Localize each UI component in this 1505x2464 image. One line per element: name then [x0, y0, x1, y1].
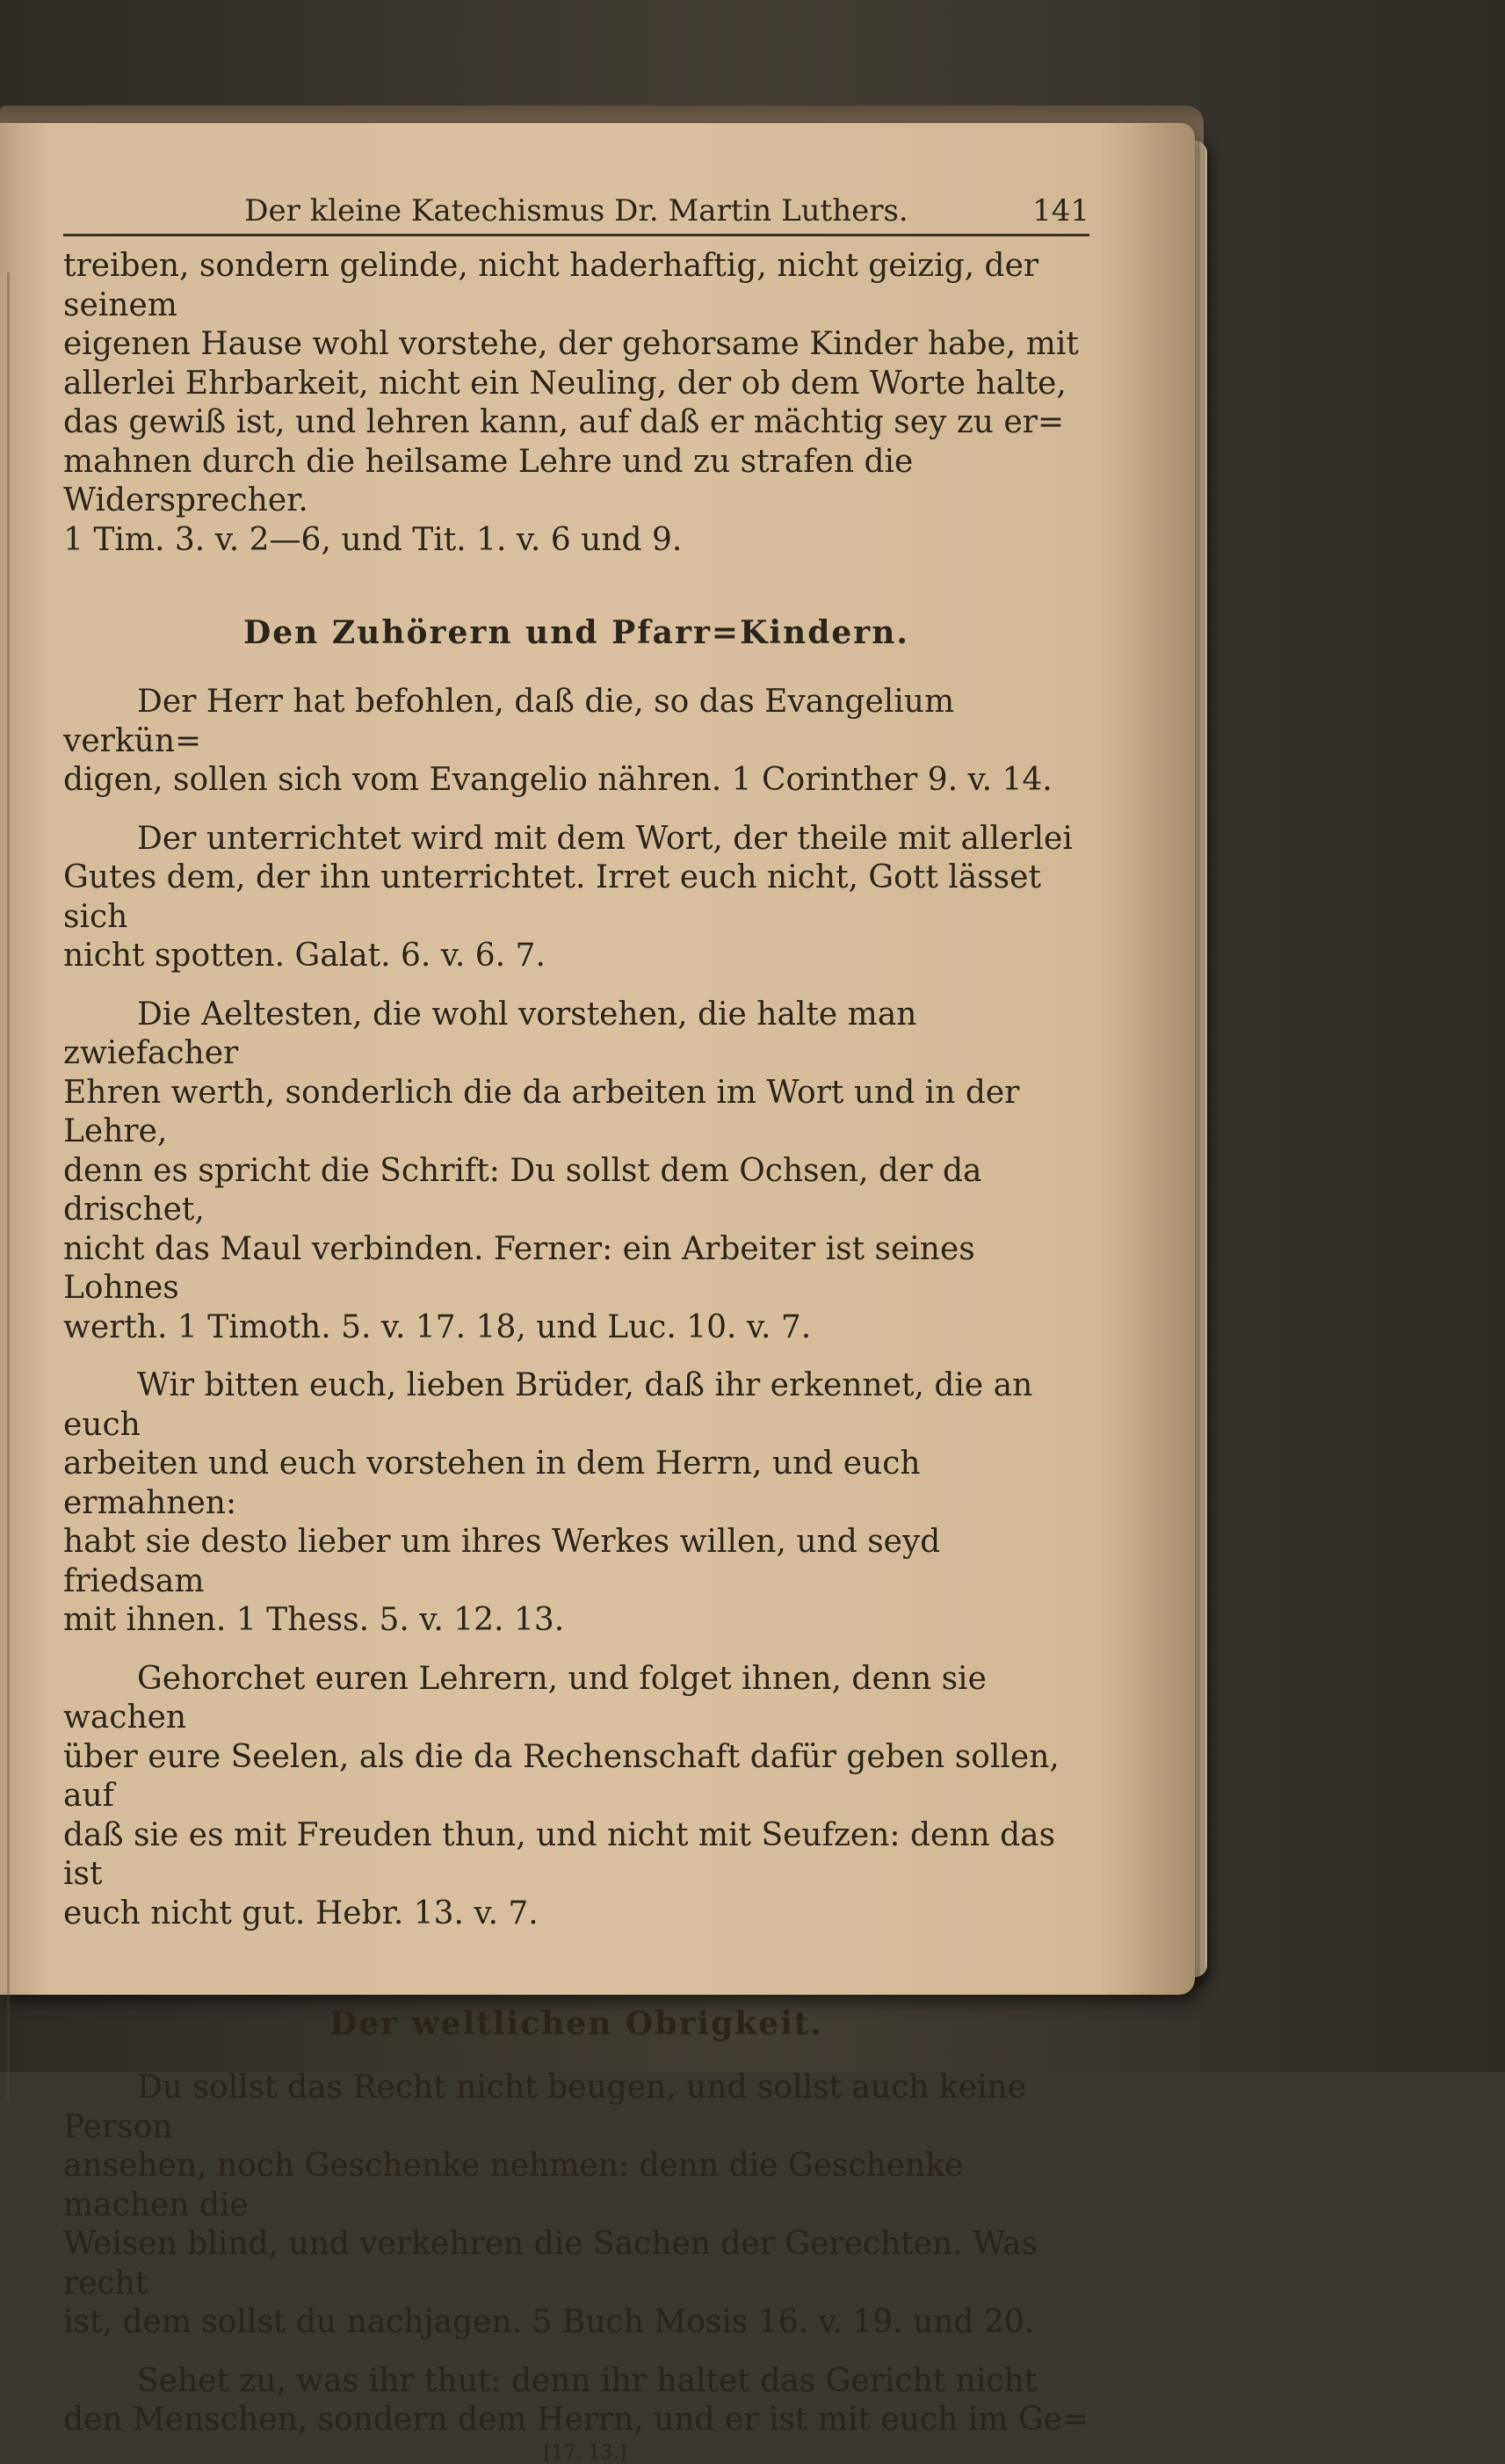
text-line: Der Herr hat befohlen, daß die, so das Evangelium verkün=	[63, 684, 955, 759]
text-line: treiben, sondern gelinde, nicht haderhaftig, nicht geizig, der seinem	[63, 248, 1039, 323]
text-line: mit ihnen. 1 Thess. 5. v. 12. 13.	[63, 1602, 565, 1638]
paragraph	[63, 2069, 1089, 2343]
text-line: daß sie es mit Freuden thun, und nicht mit Seufzen: denn das ist	[63, 1816, 1056, 1892]
text-line: mahnen durch die heilsame Lehre und zu strafen die Widersprecher.	[63, 443, 914, 518]
text-line: werth. 1 Timoth. 5. v. 17. 18, und Luc. 10. v. 7.	[63, 1308, 812, 1345]
text-line: Ehren werth, sonderlich die da arbeiten im Wort und in der Lehre,	[63, 1074, 1020, 1149]
text-line: Gehorchet euren Lehrern, und folget ihnen, denn sie wachen	[63, 1660, 987, 1736]
text-line: über eure Seelen, als die da Rechenschaft dafür geben sollen, auf	[63, 1738, 1060, 1814]
gutter-shadow	[7, 272, 10, 2100]
paragraph	[63, 2362, 1089, 2440]
text-line: das gewiß ist, und lehren kann, auf daß er mächtig sey zu er=	[63, 404, 1065, 440]
text-line: habt sie desto lieber um ihres Werkes willen, und seyd friedsam	[63, 1524, 941, 1599]
text-line: allerlei Ehrbarkeit, nicht ein Neuling, der ob dem Worte halte,	[63, 365, 1067, 402]
paragraph	[63, 683, 1089, 801]
paragraph	[63, 820, 1089, 976]
text-line: eigenen Hause wohl vorstehe, der gehorsame Kinder habe, mit	[63, 326, 1079, 362]
text-line: ist, dem sollst du nachjagen. 5 Buch Mosis 16. v. 19. und 20.	[63, 2304, 1035, 2340]
text-line: Gutes dem, der ihn unterrichtet. Irret euch nicht, Gott lässet sich	[63, 859, 1041, 935]
text-line: Wir bitten euch, lieben Brüder, daß ihr erkennet, die an euch	[63, 1367, 1033, 1443]
section-heading-zuhoerern: Den Zuhörern und Pfarr=Kindern.	[243, 614, 909, 651]
text-line: Sehet zu, was ihr thut: denn ihr haltet das Gericht nicht	[137, 2362, 1038, 2399]
running-head	[63, 185, 1089, 236]
text-line: Weisen blind, und verkehren die Sachen der Gerechten. Was recht	[63, 2226, 1038, 2301]
text-line: Der unterrichtet wird mit dem Wort, der theile mit allerlei	[137, 820, 1073, 857]
page-content	[63, 185, 1089, 2464]
page-number: 141	[1032, 193, 1089, 228]
text-line: euch nicht gut. Hebr. 13. v. 7.	[63, 1895, 539, 1931]
paragraph	[63, 1660, 1089, 1934]
text-line: 1 Tim. 3. v. 2—6, und Tit. 1. v. 6 und 9.	[63, 521, 683, 558]
paragraph	[63, 1366, 1089, 1641]
text-line: digen, sollen sich vom Evangelio nähren. 1 Corinther 9. v. 14.	[63, 762, 1053, 798]
section-heading-obrigkeit: Der weltlichen Obrigkeit.	[329, 2005, 823, 2042]
running-title: Der kleine Katechismus Dr. Martin Luthers.	[244, 193, 908, 228]
text-line: denn es spricht die Schrift: Du sollst dem Ochsen, der da drischet,	[63, 1152, 982, 1228]
text-line: Die Aeltesten, die wohl vorstehen, die halte man zwiefacher	[63, 996, 917, 1071]
text-line: arbeiten und euch vorstehen in dem Herrn, und euch ermahnen:	[63, 1446, 921, 1521]
continuation-paragraph	[63, 247, 1089, 560]
text-line: nicht das Maul verbinden. Ferner: ein Arbeiter ist seines Lohnes	[63, 1230, 975, 1306]
paragraph	[63, 996, 1089, 1348]
printer-signature: [17. 13.]	[543, 2441, 627, 2464]
text-line: Du sollst das Recht nicht beugen, und sollst auch keine Person	[63, 2069, 1027, 2145]
text-line: den Menschen, sondern dem Herrn, und er ist mit euch im Ge=	[63, 2402, 1089, 2438]
text-line: ansehen, noch Geschenke nehmen: denn die Geschenke machen die	[63, 2148, 964, 2223]
text-line: nicht spotten. Galat. 6. v. 6. 7.	[63, 938, 546, 974]
